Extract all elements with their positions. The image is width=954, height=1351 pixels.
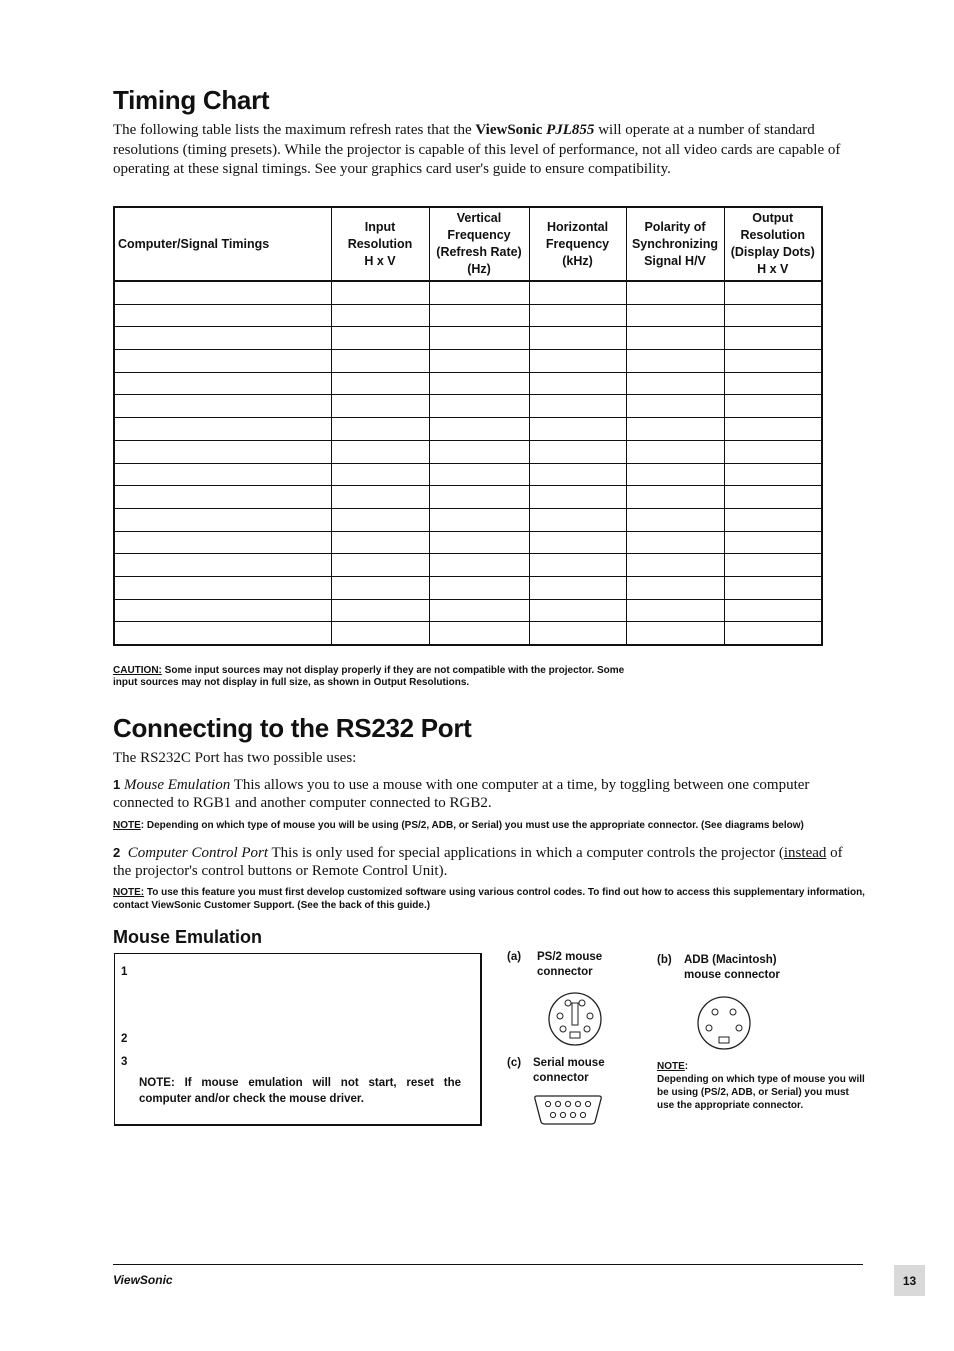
table-cell bbox=[724, 372, 822, 395]
table-cell bbox=[429, 304, 529, 327]
mouse-emulation-steps-box bbox=[114, 953, 482, 1126]
table-cell bbox=[114, 508, 331, 531]
table-cell bbox=[114, 440, 331, 463]
rs232-note-1 bbox=[113, 819, 873, 832]
table-cell bbox=[114, 395, 331, 418]
note-text: To use this feature you must first develop customized software using various control codes. To find out how to access this supplementary information, contact ViewSonic Customer Support. (See the back of this guide.) bbox=[113, 887, 865, 911]
table-cell bbox=[529, 395, 626, 418]
table-cell bbox=[724, 531, 822, 554]
table-cell bbox=[626, 622, 724, 645]
adb-connector-icon bbox=[695, 995, 753, 1051]
table-cell bbox=[529, 281, 626, 304]
table-row bbox=[114, 622, 822, 645]
item-text: This allows you to use a mouse with one computer at a time, by toggling between one computer connected to RGB1 and another computer connected to RGB2. bbox=[113, 777, 810, 811]
table-cell bbox=[626, 281, 724, 304]
header-polarity: Polarity of Synchronizing Signal H/V bbox=[626, 207, 724, 281]
item-text-a: This is only used for special applications in which a computer controls the projector ( bbox=[268, 845, 784, 861]
table-cell bbox=[331, 304, 429, 327]
table-row bbox=[114, 418, 822, 441]
page-number: 13 bbox=[894, 1265, 925, 1296]
table-cell bbox=[429, 486, 529, 509]
connector-b-label: ADB (Macintosh) mouse connector bbox=[684, 954, 780, 981]
table-cell bbox=[331, 622, 429, 645]
table-cell bbox=[114, 486, 331, 509]
table-cell bbox=[626, 327, 724, 350]
header-horizontal-frequency: Horizontal Frequency (kHz) bbox=[529, 207, 626, 281]
table-cell bbox=[331, 440, 429, 463]
item-label: Mouse Emulation bbox=[123, 777, 231, 793]
table-cell bbox=[724, 576, 822, 599]
table-cell bbox=[529, 372, 626, 395]
table-cell bbox=[114, 350, 331, 373]
table-cell bbox=[724, 463, 822, 486]
side-note-label: NOTE bbox=[657, 1061, 685, 1072]
table-cell bbox=[429, 554, 529, 577]
subsection-title-mouse-emulation: Mouse Emulation bbox=[113, 927, 263, 947]
item-text-b: of the projector's control buttons or Remote Control Unit). bbox=[113, 845, 843, 879]
serial-connector-icon bbox=[533, 1093, 603, 1127]
table-cell bbox=[626, 463, 724, 486]
table-cell bbox=[114, 576, 331, 599]
caution-label: CAUTION: bbox=[113, 665, 162, 676]
table-cell bbox=[724, 327, 822, 350]
section-title-rs232: Connecting to the RS232 Port bbox=[113, 713, 472, 743]
table-cell bbox=[331, 395, 429, 418]
table-cell bbox=[529, 599, 626, 622]
table-row bbox=[114, 281, 822, 304]
timing-table-header-row bbox=[114, 207, 822, 281]
table-row bbox=[114, 350, 822, 373]
table-cell bbox=[724, 554, 822, 577]
table-cell bbox=[331, 418, 429, 441]
connector-a-tag: (a) bbox=[507, 951, 522, 963]
table-cell bbox=[626, 350, 724, 373]
table-row bbox=[114, 304, 822, 327]
table-cell bbox=[331, 372, 429, 395]
rs232-item-mouse-emulation bbox=[113, 776, 833, 812]
footer-brand: ViewSonic bbox=[113, 1273, 173, 1287]
table-cell bbox=[529, 418, 626, 441]
table-cell bbox=[626, 554, 724, 577]
table-cell bbox=[724, 281, 822, 304]
header-vertical-frequency: Vertical Frequency (Refresh Rate) (Hz) bbox=[429, 207, 529, 281]
table-cell bbox=[114, 531, 331, 554]
side-note-text: Depending on which type of mouse you will be using (PS/2, ADB, or Serial) you must use the appropriate connector. bbox=[657, 1074, 865, 1111]
table-cell bbox=[429, 599, 529, 622]
table-cell bbox=[429, 508, 529, 531]
table-cell bbox=[429, 327, 529, 350]
table-cell bbox=[724, 486, 822, 509]
table-row bbox=[114, 372, 822, 395]
table-cell bbox=[429, 576, 529, 599]
header-output-resolution: Output Resolution (Display Dots) H x V bbox=[724, 207, 822, 281]
table-cell bbox=[114, 622, 331, 645]
table-cell bbox=[331, 531, 429, 554]
table-row bbox=[114, 554, 822, 577]
table-cell bbox=[331, 486, 429, 509]
table-cell bbox=[529, 622, 626, 645]
caution-text: Some input sources may not display properly if they are not compatible with the projector. Some input sources may not display in full size, as shown in Output Resolutions. bbox=[113, 665, 625, 688]
table-cell bbox=[626, 395, 724, 418]
connector-c-tag: (c) bbox=[507, 1057, 522, 1069]
table-row bbox=[114, 599, 822, 622]
table-cell bbox=[529, 440, 626, 463]
rs232-note-2 bbox=[113, 886, 873, 912]
table-cell bbox=[331, 576, 429, 599]
table-cell bbox=[626, 599, 724, 622]
table-cell bbox=[429, 281, 529, 304]
table-row bbox=[114, 508, 822, 531]
table-cell bbox=[331, 350, 429, 373]
table-cell bbox=[724, 395, 822, 418]
table-row bbox=[114, 327, 822, 350]
note-label: NOTE bbox=[113, 820, 141, 831]
table-cell bbox=[724, 440, 822, 463]
table-cell bbox=[114, 418, 331, 441]
table-cell bbox=[724, 350, 822, 373]
table-cell bbox=[429, 350, 529, 373]
table-cell bbox=[626, 508, 724, 531]
table-cell bbox=[724, 508, 822, 531]
table-cell bbox=[529, 576, 626, 599]
table-cell bbox=[331, 508, 429, 531]
timing-table bbox=[113, 206, 823, 646]
timing-intro-paragraph bbox=[113, 121, 853, 180]
connector-side-note: NOTE: Depending on which type of mouse you will be using (PS/2, ADB, or Serial) you must use the appropriate connector. bbox=[657, 1061, 865, 1111]
rs232-intro: The RS232C Port has two possible uses: bbox=[113, 750, 357, 766]
table-cell bbox=[429, 622, 529, 645]
step-number-1: 1 bbox=[121, 966, 128, 978]
table-cell bbox=[724, 418, 822, 441]
intro-text-end: will operate at a number of standard resolutions (timing presets). While the projector is capable of this level of performance, not all video cards are capable of operating at these signal timings. See your graphics card user's guide to ensure compatibility. bbox=[113, 122, 841, 177]
table-cell bbox=[429, 463, 529, 486]
table-cell bbox=[331, 463, 429, 486]
table-row bbox=[114, 486, 822, 509]
table-cell bbox=[626, 486, 724, 509]
table-cell bbox=[724, 304, 822, 327]
table-cell bbox=[114, 304, 331, 327]
table-cell bbox=[114, 599, 331, 622]
intro-model: PJL855 bbox=[546, 122, 595, 138]
connector-c-label: Serial mouse connector bbox=[533, 1057, 605, 1084]
table-row bbox=[114, 576, 822, 599]
intro-text-start: The following table lists the maximum refresh rates that the bbox=[113, 122, 476, 138]
table-cell bbox=[429, 418, 529, 441]
table-cell bbox=[429, 372, 529, 395]
connector-a-label: PS/2 mouse connector bbox=[537, 951, 603, 978]
table-cell bbox=[529, 554, 626, 577]
timing-table-body bbox=[114, 281, 822, 645]
table-cell bbox=[331, 327, 429, 350]
table-cell bbox=[529, 531, 626, 554]
table-cell bbox=[529, 327, 626, 350]
table-cell bbox=[331, 599, 429, 622]
table-cell bbox=[724, 622, 822, 645]
header-computer-signal-timings: Computer/Signal Timings bbox=[114, 207, 331, 281]
ps2-connector-icon bbox=[546, 991, 604, 1047]
step-number-2: 2 bbox=[121, 1033, 128, 1045]
table-cell bbox=[114, 463, 331, 486]
table-cell bbox=[626, 418, 724, 441]
caution-note bbox=[113, 665, 633, 688]
connector-b-tag: (b) bbox=[657, 954, 672, 966]
table-cell bbox=[529, 350, 626, 373]
table-cell bbox=[626, 440, 724, 463]
table-cell bbox=[626, 531, 724, 554]
header-input-resolution: Input Resolution H x V bbox=[331, 207, 429, 281]
table-cell bbox=[429, 395, 529, 418]
section-title-timing-chart: Timing Chart bbox=[113, 85, 270, 115]
table-cell bbox=[626, 372, 724, 395]
rs232-item-computer-control bbox=[113, 844, 843, 880]
table-cell bbox=[626, 304, 724, 327]
table-cell bbox=[114, 554, 331, 577]
mouse-box-note: NOTE: If mouse emulation will not start, reset the computer and/or check the mouse driver. bbox=[139, 1077, 461, 1105]
footer-rule bbox=[113, 1264, 863, 1265]
table-row bbox=[114, 531, 822, 554]
table-cell bbox=[114, 372, 331, 395]
note-label: NOTE: bbox=[113, 887, 145, 898]
table-row bbox=[114, 463, 822, 486]
item-label: Computer Control Port bbox=[127, 845, 269, 861]
table-cell bbox=[529, 304, 626, 327]
intro-brand: ViewSonic bbox=[475, 122, 543, 138]
table-cell bbox=[529, 463, 626, 486]
table-cell bbox=[429, 531, 529, 554]
table-cell bbox=[114, 281, 331, 304]
item-text-instead: instead bbox=[783, 845, 827, 861]
table-row bbox=[114, 395, 822, 418]
step-number-3: 3 bbox=[121, 1056, 128, 1068]
item-number: 1 bbox=[113, 777, 121, 792]
item-number: 2 bbox=[113, 845, 121, 860]
table-cell bbox=[529, 508, 626, 531]
table-cell bbox=[114, 327, 331, 350]
note-text: : Depending on which type of mouse you will be using (PS/2, ADB, or Serial) you must use the appropriate connector. (See diagrams below) bbox=[140, 820, 804, 831]
table-cell bbox=[331, 281, 429, 304]
table-row bbox=[114, 440, 822, 463]
table-cell bbox=[626, 576, 724, 599]
table-cell bbox=[529, 486, 626, 509]
table-cell bbox=[331, 554, 429, 577]
table-cell bbox=[724, 599, 822, 622]
table-cell bbox=[429, 440, 529, 463]
